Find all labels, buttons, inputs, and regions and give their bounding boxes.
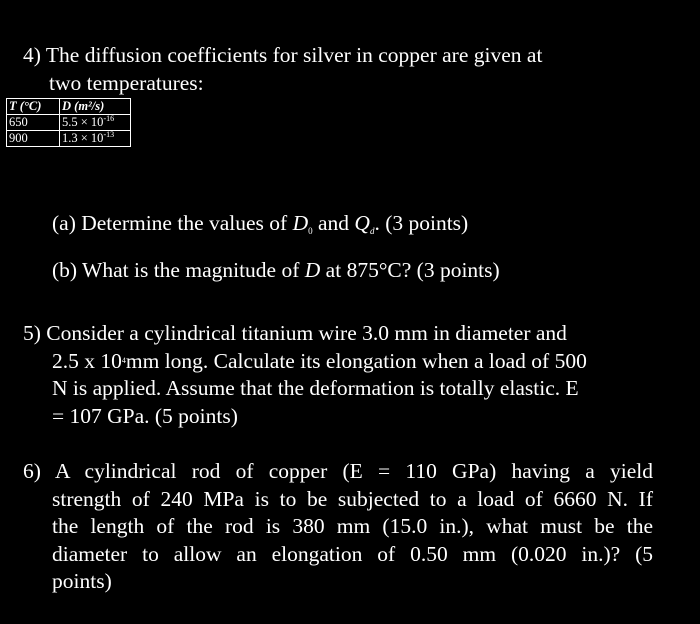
table-header-temperature: T (°C) bbox=[7, 99, 60, 115]
question-6-line-3: the length of the rod is 380 mm (15.0 in.), what must be the bbox=[52, 514, 653, 538]
question-5-line-4: = 107 GPa. (5 points) bbox=[52, 403, 238, 428]
exponent: 4 bbox=[121, 355, 126, 365]
mantissa: 5.5 × 10 bbox=[62, 115, 104, 129]
question-6 bbox=[23, 458, 653, 596]
question-6-line-4: diameter to allow an elongation of 0.50 mm (0.020 in.)? (5 bbox=[52, 541, 653, 566]
table-cell-diffusion bbox=[60, 115, 131, 131]
question-5-line-3: N is applied. Assume that the deformation is totally elastic. E bbox=[52, 376, 579, 400]
subscript-d: d bbox=[369, 226, 375, 236]
length-value: 2.5 x 10 bbox=[52, 348, 122, 373]
table-cell-temperature: 900 bbox=[7, 131, 60, 147]
table-cell-diffusion bbox=[60, 131, 131, 147]
table-row bbox=[7, 131, 131, 147]
part-a-text: and bbox=[312, 211, 355, 235]
symbol-q: Q bbox=[354, 211, 370, 235]
question-5-line-2 bbox=[23, 348, 653, 376]
table-header-diffusion: D (m²/s) bbox=[60, 99, 131, 115]
part-b-text: at 875°C? (3 points) bbox=[320, 258, 500, 282]
question-6-line-1: 6) A cylindrical rod of copper (E = 110 GPa) having a yield bbox=[23, 459, 653, 483]
question-4-part-a bbox=[52, 209, 468, 237]
question-4-line-2: two temperatures: bbox=[49, 71, 204, 95]
exponent: -13 bbox=[103, 130, 115, 139]
table-header-row bbox=[7, 99, 131, 115]
diffusion-data-table bbox=[6, 98, 131, 147]
question-5 bbox=[23, 320, 653, 430]
table-row bbox=[7, 115, 131, 131]
part-a-text: . (3 points) bbox=[374, 211, 469, 235]
symbol-d: D bbox=[292, 211, 309, 235]
question-5-line-1: 5) Consider a cylindrical titanium wire 3.0 mm in diameter and bbox=[23, 321, 567, 345]
symbol-d: D bbox=[304, 258, 321, 282]
subscript-0: 0 bbox=[308, 226, 313, 236]
question-4-part-b bbox=[52, 256, 500, 284]
part-a-text: (a) Determine the values of bbox=[52, 211, 293, 235]
mantissa: 1.3 × 10 bbox=[62, 131, 104, 145]
question-6-line-5: points) bbox=[52, 569, 112, 593]
question-6-line-2: strength of 240 MPa is to be subjected to a load of 6660 N. If bbox=[52, 486, 653, 511]
question-4-line-1: 4) The diffusion coefficients for silver in copper are given at bbox=[23, 43, 543, 67]
exponent: -16 bbox=[103, 114, 115, 123]
question-4 bbox=[23, 41, 683, 97]
question-5-text: mm long. Calculate its elongation when a load of 500 bbox=[125, 348, 587, 373]
part-b-text: (b) What is the magnitude of bbox=[52, 258, 305, 282]
table-cell-temperature: 650 bbox=[7, 115, 60, 131]
